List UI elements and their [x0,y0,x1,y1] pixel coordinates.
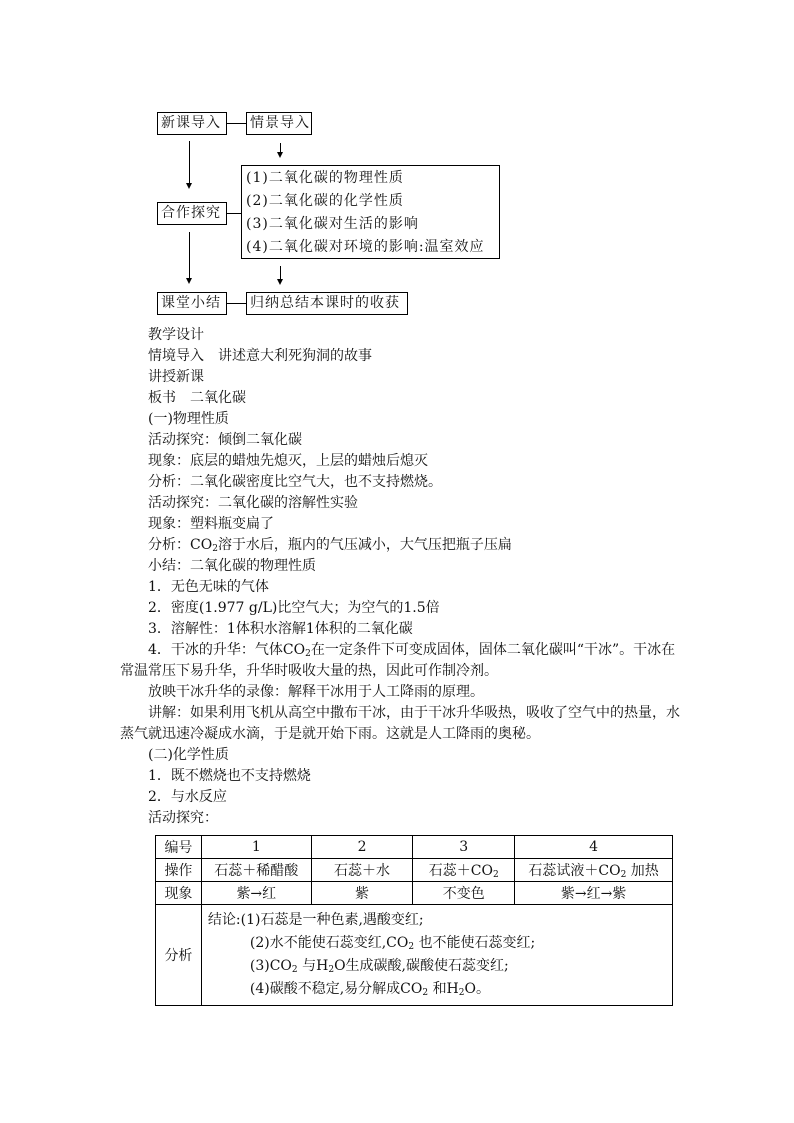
connector-summary [227,303,246,304]
arrow-left-2-head [186,278,192,284]
activity-2: 活动探究：二氧化碳的溶解性实验 [148,495,358,511]
summary-line: 小结：二氧化碳的物理性质 [148,558,316,574]
conclusion-1: 结论:(1)石蕊是一种色素,遇酸变红; [207,912,424,928]
activity-1: 活动探究：倾倒二氧化碳 [148,432,302,448]
analysis-2-pre: 分析：CO [148,537,213,553]
board: 板书 二氧化碳 [148,390,246,406]
phenomenon-cell-4: 紫→红→紫 [515,882,673,905]
property-4-post: 在一定条件下可变成固体，固体二氧化碳叫“干冰”。干冰在 [310,642,676,658]
chemical-heading: (二)化学性质 [148,747,229,763]
scene-box [246,112,312,135]
conclusion-3-sub-1: 2 [291,965,298,975]
row-label-operation: 操作 [156,859,202,882]
property-4-line-2: 常温常压下易升华，升华时吸收大量的热，因此可作制冷剂。 [120,663,498,679]
arrow-left-1-head [186,183,192,189]
analysis-cell [201,905,672,1006]
analysis-1: 分析：二氧化碳密度比空气大，也不支持燃烧。 [148,474,442,490]
topics-box [241,165,500,259]
conclusion-2-sub: 2 [408,942,415,952]
operation-4 [515,859,673,882]
conclusion-3-sub-2: 2 [328,965,335,975]
physical-heading: (一)物理性质 [148,411,229,427]
arrow-left-1-shaft [189,141,190,183]
conclusion-4-post: O。 [464,981,490,997]
scene-intro: 情境导入 讲述意大利死狗洞的故事 [148,348,372,364]
row-label-phenomenon: 现象 [156,882,202,905]
arrow-right-2-head [277,279,283,285]
phenomenon-2: 现象：塑料瓶变扁了 [148,516,274,532]
conclusion-4-pre: (4)碳酸不稳定,易分解成CO [249,981,423,997]
table-row-operation [156,859,673,882]
topic-4: (4)二氧化碳对环境的影响:温室效应 [246,239,485,255]
conclusion-4-mid: 和H [432,981,459,997]
topic-2: (2)二氧化碳的化学性质 [246,193,404,209]
phenomenon-cell-2: 紫 [311,882,413,905]
table-row-number [156,836,673,859]
operation-3-sub: 2 [493,870,499,880]
arrow-right-2-shaft [280,266,281,280]
operation-4-sub: 2 [620,870,627,880]
property-3: 3．溶解性：1体积水溶解1体积的二氧化碳 [148,621,413,637]
connector-intro-scene [227,123,246,124]
connector-explore-topics [227,213,241,214]
analysis-2-post: 溶于水后，瓶内的气压减小，大气压把瓶子压扁 [217,537,512,553]
conclusion-4 [208,978,666,1001]
number-1: 1 [201,836,311,859]
table-row-phenomenon [156,882,673,905]
explore-label: 合作探究 [161,205,221,221]
conclusion-4-sub-2: 2 [458,988,465,998]
conclusion-3 [208,955,666,978]
conclusion-2 [208,932,666,955]
activity-3: 活动探究： [148,810,218,826]
scene-label: 情景导入 [250,115,310,131]
number-4: 4 [515,836,673,859]
topic-1: (1)二氧化碳的物理性质 [246,170,404,186]
property-1: 1．无色无味的气体 [148,579,269,595]
summary-text: 归纳总结本课时的收获 [250,295,400,311]
operation-1: 石蕊＋稀醋酸 [201,859,311,882]
analysis-2 [148,535,512,556]
explain-line-1: 讲解：如果利用飞机从高空中撒布干冰，由于干冰升华吸热，吸收了空气中的热量，水 [148,705,680,721]
conclusion-4-sub-1: 2 [422,988,429,998]
explore-box [157,202,227,225]
row-label-number: 编号 [156,836,202,859]
conclusion-2-pre: (2)水不能使石蕊变红,CO [249,935,409,951]
operation-2: 石蕊＋水 [311,859,413,882]
summary-text-box [246,292,408,315]
phenomenon-cell-3: 不变色 [413,882,515,905]
operation-4-suffix: 加热 [630,863,659,879]
explain-line-2: 蒸气就迅速冷凝成水滴，于是就开始下雨。这就是人工降雨的奥秘。 [120,726,540,742]
row-label-analysis: 分析 [156,905,202,1006]
analysis-2-sub: 2 [212,544,218,554]
conclusion-3-mid-2: O生成碳酸,碳酸使石蕊变红; [334,958,509,974]
arrow-left-2-shaft [189,232,190,278]
conclusion-3-mid-1: 与H [302,958,329,974]
operation-4-text: 石蕊试液＋CO [528,863,621,879]
teaching-design: 教学设计 [148,327,204,343]
operation-3-text: 石蕊＋CO [428,863,493,879]
number-3: 3 [413,836,515,859]
table-row-analysis [156,905,673,1006]
conclusion-2-post: 也不能使石蕊变红; [418,935,536,951]
experiment-table [155,835,673,1006]
property-2: 2．密度(1.977 g/L)比空气大；为空气的1.5倍 [148,600,440,616]
phenomenon-cell-1: 紫→红 [201,882,311,905]
summary-box [157,292,227,315]
property-4-pre: 4．干冰的升华：气体CO [148,642,306,658]
video-line: 放映干冰升华的录像：解释干冰用于人工降雨的原理。 [148,684,484,700]
new-lesson: 讲授新课 [148,369,204,385]
topic-3: (3)二氧化碳对生活的影响 [246,216,419,232]
number-2: 2 [311,836,413,859]
arrow-right-1-head [277,152,283,158]
chemical-2: 2．与水反应 [148,789,227,805]
conclusion-3-pre: (3)CO [249,958,292,974]
intro-label: 新课导入 [161,115,221,131]
chemical-1: 1．既不燃烧也不支持燃烧 [148,768,311,784]
intro-box [157,112,227,135]
property-4-line-1 [148,640,675,661]
property-4-sub: 2 [305,649,311,659]
phenomenon-1: 现象：底层的蜡烛先熄灭，上层的蜡烛后熄灭 [148,453,428,469]
summary-label: 课堂小结 [161,295,221,311]
operation-3 [413,859,515,882]
